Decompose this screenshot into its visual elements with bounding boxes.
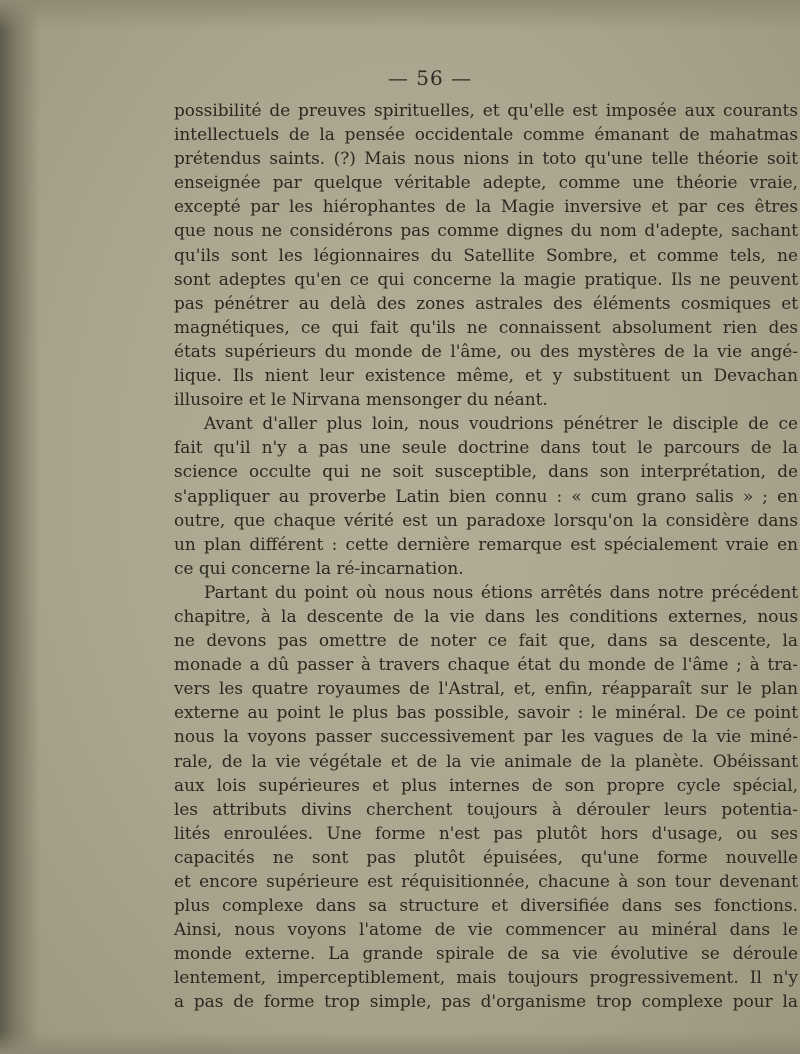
text-line: enseignée par quelque véritable adepte, comme une théorie vraie,: [174, 172, 798, 193]
paragraph-start-line: Partant du point où nous nous étions arrêtés dans notre précédent: [204, 581, 798, 602]
text-line: magnétiques, ce qui fait qu'ils ne connaissent absolument rien des: [174, 316, 798, 337]
text-line: lique. Ils nient leur existence même, et y substituent un Devachan: [174, 365, 798, 386]
text-line: Ainsi, nous voyons l'atome de vie commencer au minéral dans le: [174, 919, 798, 940]
text-line: s'appliquer au proverbe Latin bien connu : « cum grano salis » ; en: [174, 485, 798, 506]
text-line: outre, que chaque vérité est un paradoxe lorsqu'on la considère dans: [174, 509, 798, 530]
text-line: aux lois supérieures et plus internes de son propre cycle spécial,: [174, 774, 798, 795]
text-line: externe au point le plus bas possible, savoir : le minéral. De ce point: [174, 702, 798, 723]
text-line: et encore supérieure est réquisitionnée, chacune à son tour devenant: [174, 871, 798, 891]
text-line: capacités ne sont pas plutôt épuisées, qu'une forme nouvelle: [174, 846, 798, 867]
text-line: science occulte qui ne soit susceptible, dans son interprétation, de: [174, 461, 798, 482]
text-line: chapitre, à la descente de la vie dans les conditions externes, nous: [174, 605, 798, 626]
binding-shadow: [0, 0, 40, 1054]
text-line: intellectuels de la pensée occidentale comme émanant de mahatmas: [174, 124, 798, 145]
text-line: lités enroulées. Une forme n'est pas plutôt hors d'usage, ou ses: [174, 822, 798, 843]
text-line: qu'ils sont les légionnaires du Satellite Sombre, et comme tels, ne: [174, 244, 798, 265]
text-line: monde externe. La grande spirale de sa vie évolutive se déroule: [174, 943, 798, 964]
text-line: nous la voyons passer successivement par les vagues de la vie miné-: [174, 726, 798, 747]
text-line: monade a dû passer à travers chaque état du monde de l'âme ; à tra-: [174, 654, 798, 675]
text-line: un plan différent : cette dernière remarque est spécialement vraie en: [174, 533, 798, 554]
text-line: prétendus saints. (?) Mais nous nions in toto qu'une telle théorie soit: [174, 148, 798, 169]
text-line: vers les quatre royaumes de l'Astral, et, enfin, réapparaît sur le plan: [174, 678, 798, 699]
text-line: possibilité de preuves spirituelles, et qu'elle est imposée aux courants: [174, 100, 798, 120]
text-line: rale, de la vie végétale et de la vie animale de la planète. Obéissant: [174, 750, 798, 771]
text-line: ne devons pas omettre de noter ce fait que, dans sa descente, la: [174, 630, 798, 651]
text-line: plus complexe dans sa structure et diversifiée dans ses fonctions.: [174, 895, 798, 916]
text-line: fait qu'il n'y a pas une seule doctrine dans tout le parcours de la: [174, 437, 798, 458]
text-line: excepté par les hiérophantes de la Magie inversive et par ces êtres: [174, 196, 798, 217]
text-line: pas pénétrer au delà des zones astrales des éléments cosmiques et: [174, 292, 798, 313]
text-line: lentement, imperceptiblement, mais toujours progressivement. Il n'y: [174, 967, 798, 988]
paragraph-end-line: illusoire et le Nirvana mensonger du néant.: [174, 389, 548, 410]
paragraph-end-line: ce qui concerne la ré-incarnation.: [174, 557, 464, 578]
text-line: a pas de forme trop simple, pas d'organisme trop complexe pour la: [174, 991, 798, 1012]
text-line: états supérieurs du monde de l'âme, ou des mystères de la vie angé-: [174, 340, 798, 361]
top-edge-shadow: [0, 0, 800, 30]
text-line: que nous ne considérons pas comme dignes du nom d'adepte, sachant: [174, 220, 798, 241]
paragraph-start-line: Avant d'aller plus loin, nous voudrions pénétrer le disciple de ce: [204, 413, 798, 434]
text-line: les attributs divins cherchent toujours à dérouler leurs potentia-: [174, 798, 798, 819]
page-number: — 56 —: [387, 66, 473, 90]
text-line: sont adeptes qu'en ce qui concerne la magie pratique. Ils ne peuvent: [174, 268, 798, 289]
body-text: [174, 98, 798, 1014]
bottom-edge-shadow: [0, 1032, 800, 1054]
